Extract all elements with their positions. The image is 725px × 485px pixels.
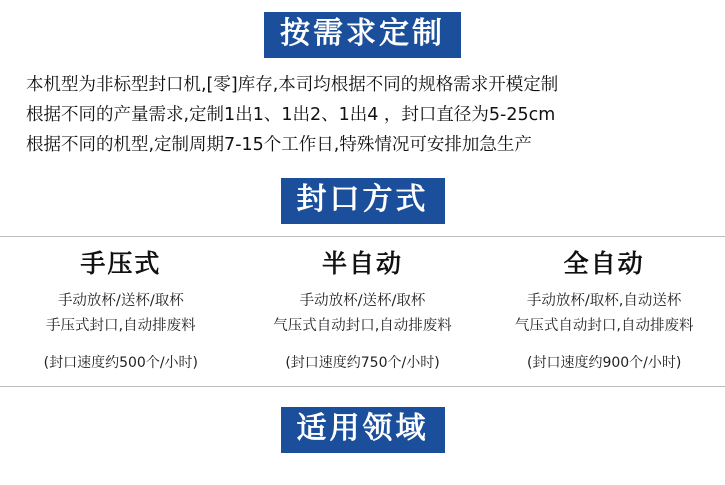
- sealing-section-header: [0, 178, 725, 224]
- column-title: 半自动: [322, 249, 404, 278]
- sealing-column-full-auto: [483, 247, 725, 374]
- custom-description: [0, 58, 725, 170]
- column-speed: (封口速度约900个/小时): [526, 355, 682, 371]
- column-title: 手压式: [80, 249, 162, 278]
- column-speed: (封口速度约500个/小时): [43, 355, 199, 371]
- column-feature: 手动放杯/送杯/取杯: [57, 293, 184, 309]
- sealing-heading-banner: 封口方式: [281, 178, 445, 224]
- column-feature: 气压式自动封口,自动排废料: [273, 318, 452, 334]
- sealing-columns: [0, 237, 725, 374]
- top-spacer: [0, 0, 725, 12]
- custom-description-line-2: 根据不同的产量需求,定制1出1、1出2、1出4 ，封口直径为5-25cm: [26, 105, 556, 125]
- application-top-spacer: [0, 387, 725, 407]
- application-section-header: [0, 407, 725, 453]
- column-feature: 气压式自动封口,自动排废料: [514, 318, 694, 334]
- custom-heading-banner: 按需求定制: [264, 12, 461, 58]
- column-feature: 手压式封口,自动排废料: [46, 318, 196, 334]
- intro-bottom-spacer: [0, 170, 725, 178]
- column-feature: 手动放杯/送杯/取杯: [299, 293, 426, 309]
- column-title: 全自动: [563, 249, 645, 278]
- sealing-header-spacer: [0, 224, 725, 236]
- custom-description-line-3: 根据不同的机型,定制周期7-15个工作日,特殊情况可安排加急生产: [26, 135, 532, 155]
- custom-description-line-1: 本机型为非标型封口机,[零]库存,本司均根据不同的规格需求开模定制: [26, 75, 559, 95]
- column-speed: (封口速度约750个/小时): [285, 355, 440, 371]
- custom-section-header: [0, 12, 725, 58]
- sealing-column-semi-auto: [242, 247, 484, 374]
- column-feature: 手动放杯/取杯,自动送杯: [526, 293, 682, 309]
- application-heading-banner: 适用领域: [281, 407, 445, 453]
- columns-bottom-spacer: [0, 374, 725, 386]
- sealing-column-manual: [0, 247, 242, 374]
